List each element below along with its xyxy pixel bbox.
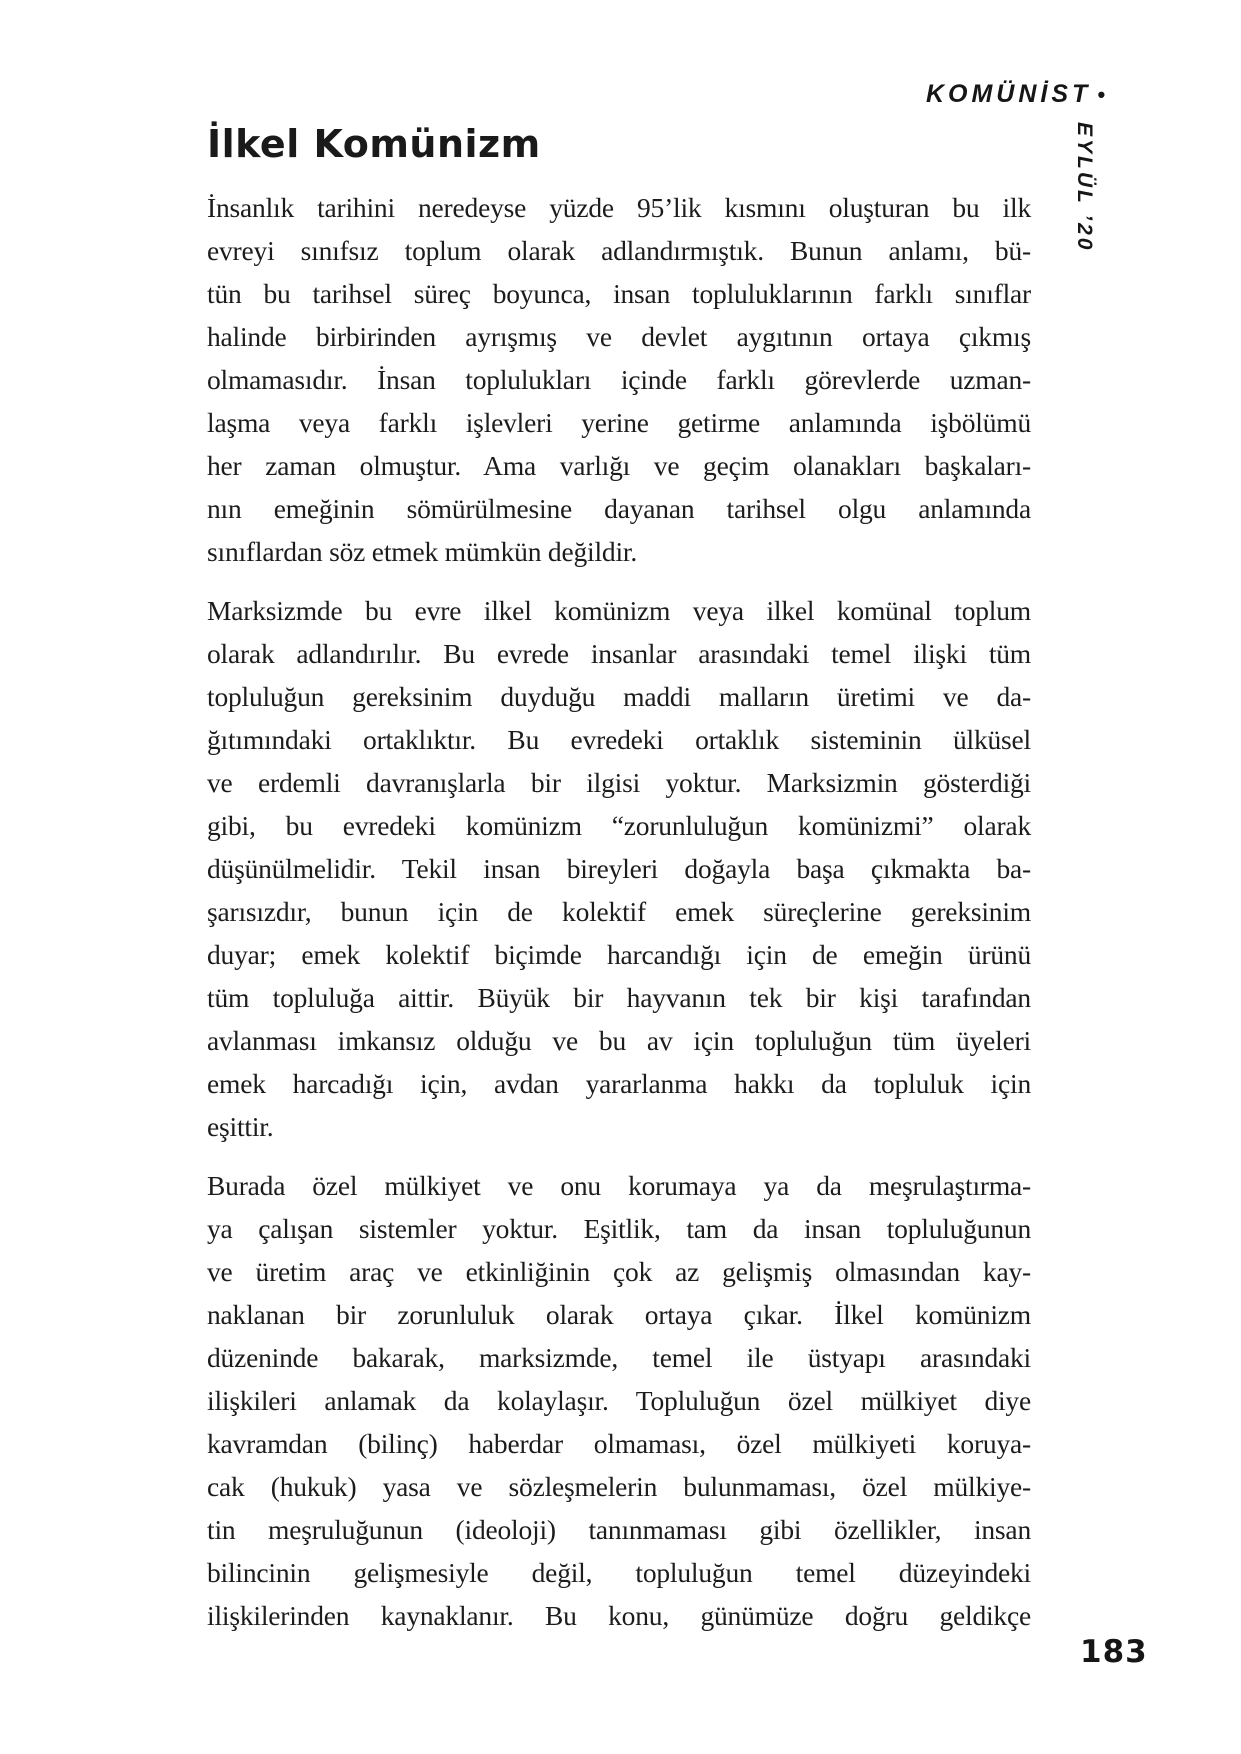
text-line: ve üretim araç ve etkinliğinin çok az gelişmiş olmasından kay- xyxy=(207,1256,1031,1287)
text-line: ğıtımındaki ortaklıktır. Bu evredeki ortaklık sisteminin ülküsel xyxy=(207,724,1031,755)
text-line: düşünülmelidir. Tekil insan bireyleri doğayla başa çıkmakta ba- xyxy=(207,853,1031,884)
text-line: İnsanlık tarihini neredeyse yüzde 95’lik kısmını oluşturan bu ilk xyxy=(207,192,1031,223)
text-line: Burada özel mülkiyet ve onu korumaya ya da meşrulaştırma- xyxy=(207,1170,1031,1201)
text-line: tüm topluluğa aittir. Büyük bir hayvanın tek bir kişi tarafından xyxy=(207,982,1031,1013)
magazine-title: KOMÜNİST xyxy=(925,80,1092,108)
text-line: nın emeğinin sömürülmesine dayanan tarihsel olgu anlamında xyxy=(207,493,1031,524)
section-title: İlkel Komünizm xyxy=(207,122,541,166)
paragraph-1 xyxy=(207,186,1031,573)
text-line: topluluğun gereksinim duyduğu maddi malların üretimi ve da- xyxy=(207,681,1031,712)
issue-label: EYLÜL ’20 xyxy=(1073,122,1096,253)
text-line: tün bu tarihsel süreç boyunca, insan topluluklarının farklı sınıflar xyxy=(207,278,1031,309)
paragraph-3 xyxy=(207,1164,1031,1637)
bullet-icon: • xyxy=(1097,82,1105,107)
text-line: düzeninde bakarak, marksizmde, temel ile üstyapı arasındaki xyxy=(207,1342,1031,1373)
text-line: bilincinin gelişmesiyle değil, topluluğun temel düzeyindeki xyxy=(207,1557,1031,1588)
text-line: Marksizmde bu evre ilkel komünizm veya ilkel komünal toplum xyxy=(207,595,1031,626)
text-line: ve erdemli davranışlarla bir ilgisi yoktur. Marksizmin gösterdiği xyxy=(207,767,1031,798)
text-line: olarak adlandırılır. Bu evrede insanlar arasındaki temel ilişki tüm xyxy=(207,638,1031,669)
text-line: her zaman olmuştur. Ama varlığı ve geçim olanakları başkaları- xyxy=(207,450,1031,481)
page-number: 183 xyxy=(1080,1634,1148,1670)
text-line: halinde birbirinden ayrışmış ve devlet aygıtının ortaya çıkmış xyxy=(207,321,1031,352)
text-line: laşma veya farklı işlevleri yerine getirme anlamında işbölümü xyxy=(207,407,1031,438)
text-line: şarısızdır, bunun için de kolektif emek süreçlerine gereksinim xyxy=(207,896,1031,927)
text-line: duyar; emek kolektif biçimde harcandığı için de emeğin ürünü xyxy=(207,939,1031,970)
paragraph-2 xyxy=(207,589,1031,1148)
text-line: avlanması imkansız olduğu ve bu av için topluluğun tüm üyeleri xyxy=(207,1025,1031,1056)
text-line: ilişkilerinden kaynaklanır. Bu konu, günümüze doğru geldikçe xyxy=(207,1600,1031,1631)
text-line: olmamasıdır. İnsan toplulukları içinde farklı görevlerde uzman- xyxy=(207,364,1031,395)
text-line: sınıflardan söz etmek mümkün değildir. xyxy=(207,536,638,567)
text-line: emek harcadığı için, avdan yararlanma hakkı da topluluk için xyxy=(207,1068,1031,1099)
text-line: cak (hukuk) yasa ve sözleşmelerin bulunmaması, özel mülkiye- xyxy=(207,1471,1031,1502)
body-text xyxy=(207,186,1031,1653)
text-line: ya çalışan sistemler yoktur. Eşitlik, tam da insan topluluğunun xyxy=(207,1213,1031,1244)
text-line: kavramdan (bilinç) haberdar olmaması, özel mülkiyeti koruya- xyxy=(207,1428,1031,1459)
text-line: tin meşruluğunun (ideoloji) tanınmaması gibi özellikler, insan xyxy=(207,1514,1031,1545)
text-line: evreyi sınıfsız toplum olarak adlandırmıştık. Bunun anlamı, bü- xyxy=(207,235,1031,266)
text-line: gibi, bu evredeki komünizm “zorunluluğun komünizmi” olarak xyxy=(207,810,1031,841)
running-header xyxy=(926,80,1105,109)
text-line: eşittir. xyxy=(207,1111,274,1142)
text-line: ilişkileri anlamak da kolaylaşır. Topluluğun özel mülkiyet diye xyxy=(207,1385,1031,1416)
text-line: naklanan bir zorunluluk olarak ortaya çıkar. İlkel komünizm xyxy=(207,1299,1031,1330)
